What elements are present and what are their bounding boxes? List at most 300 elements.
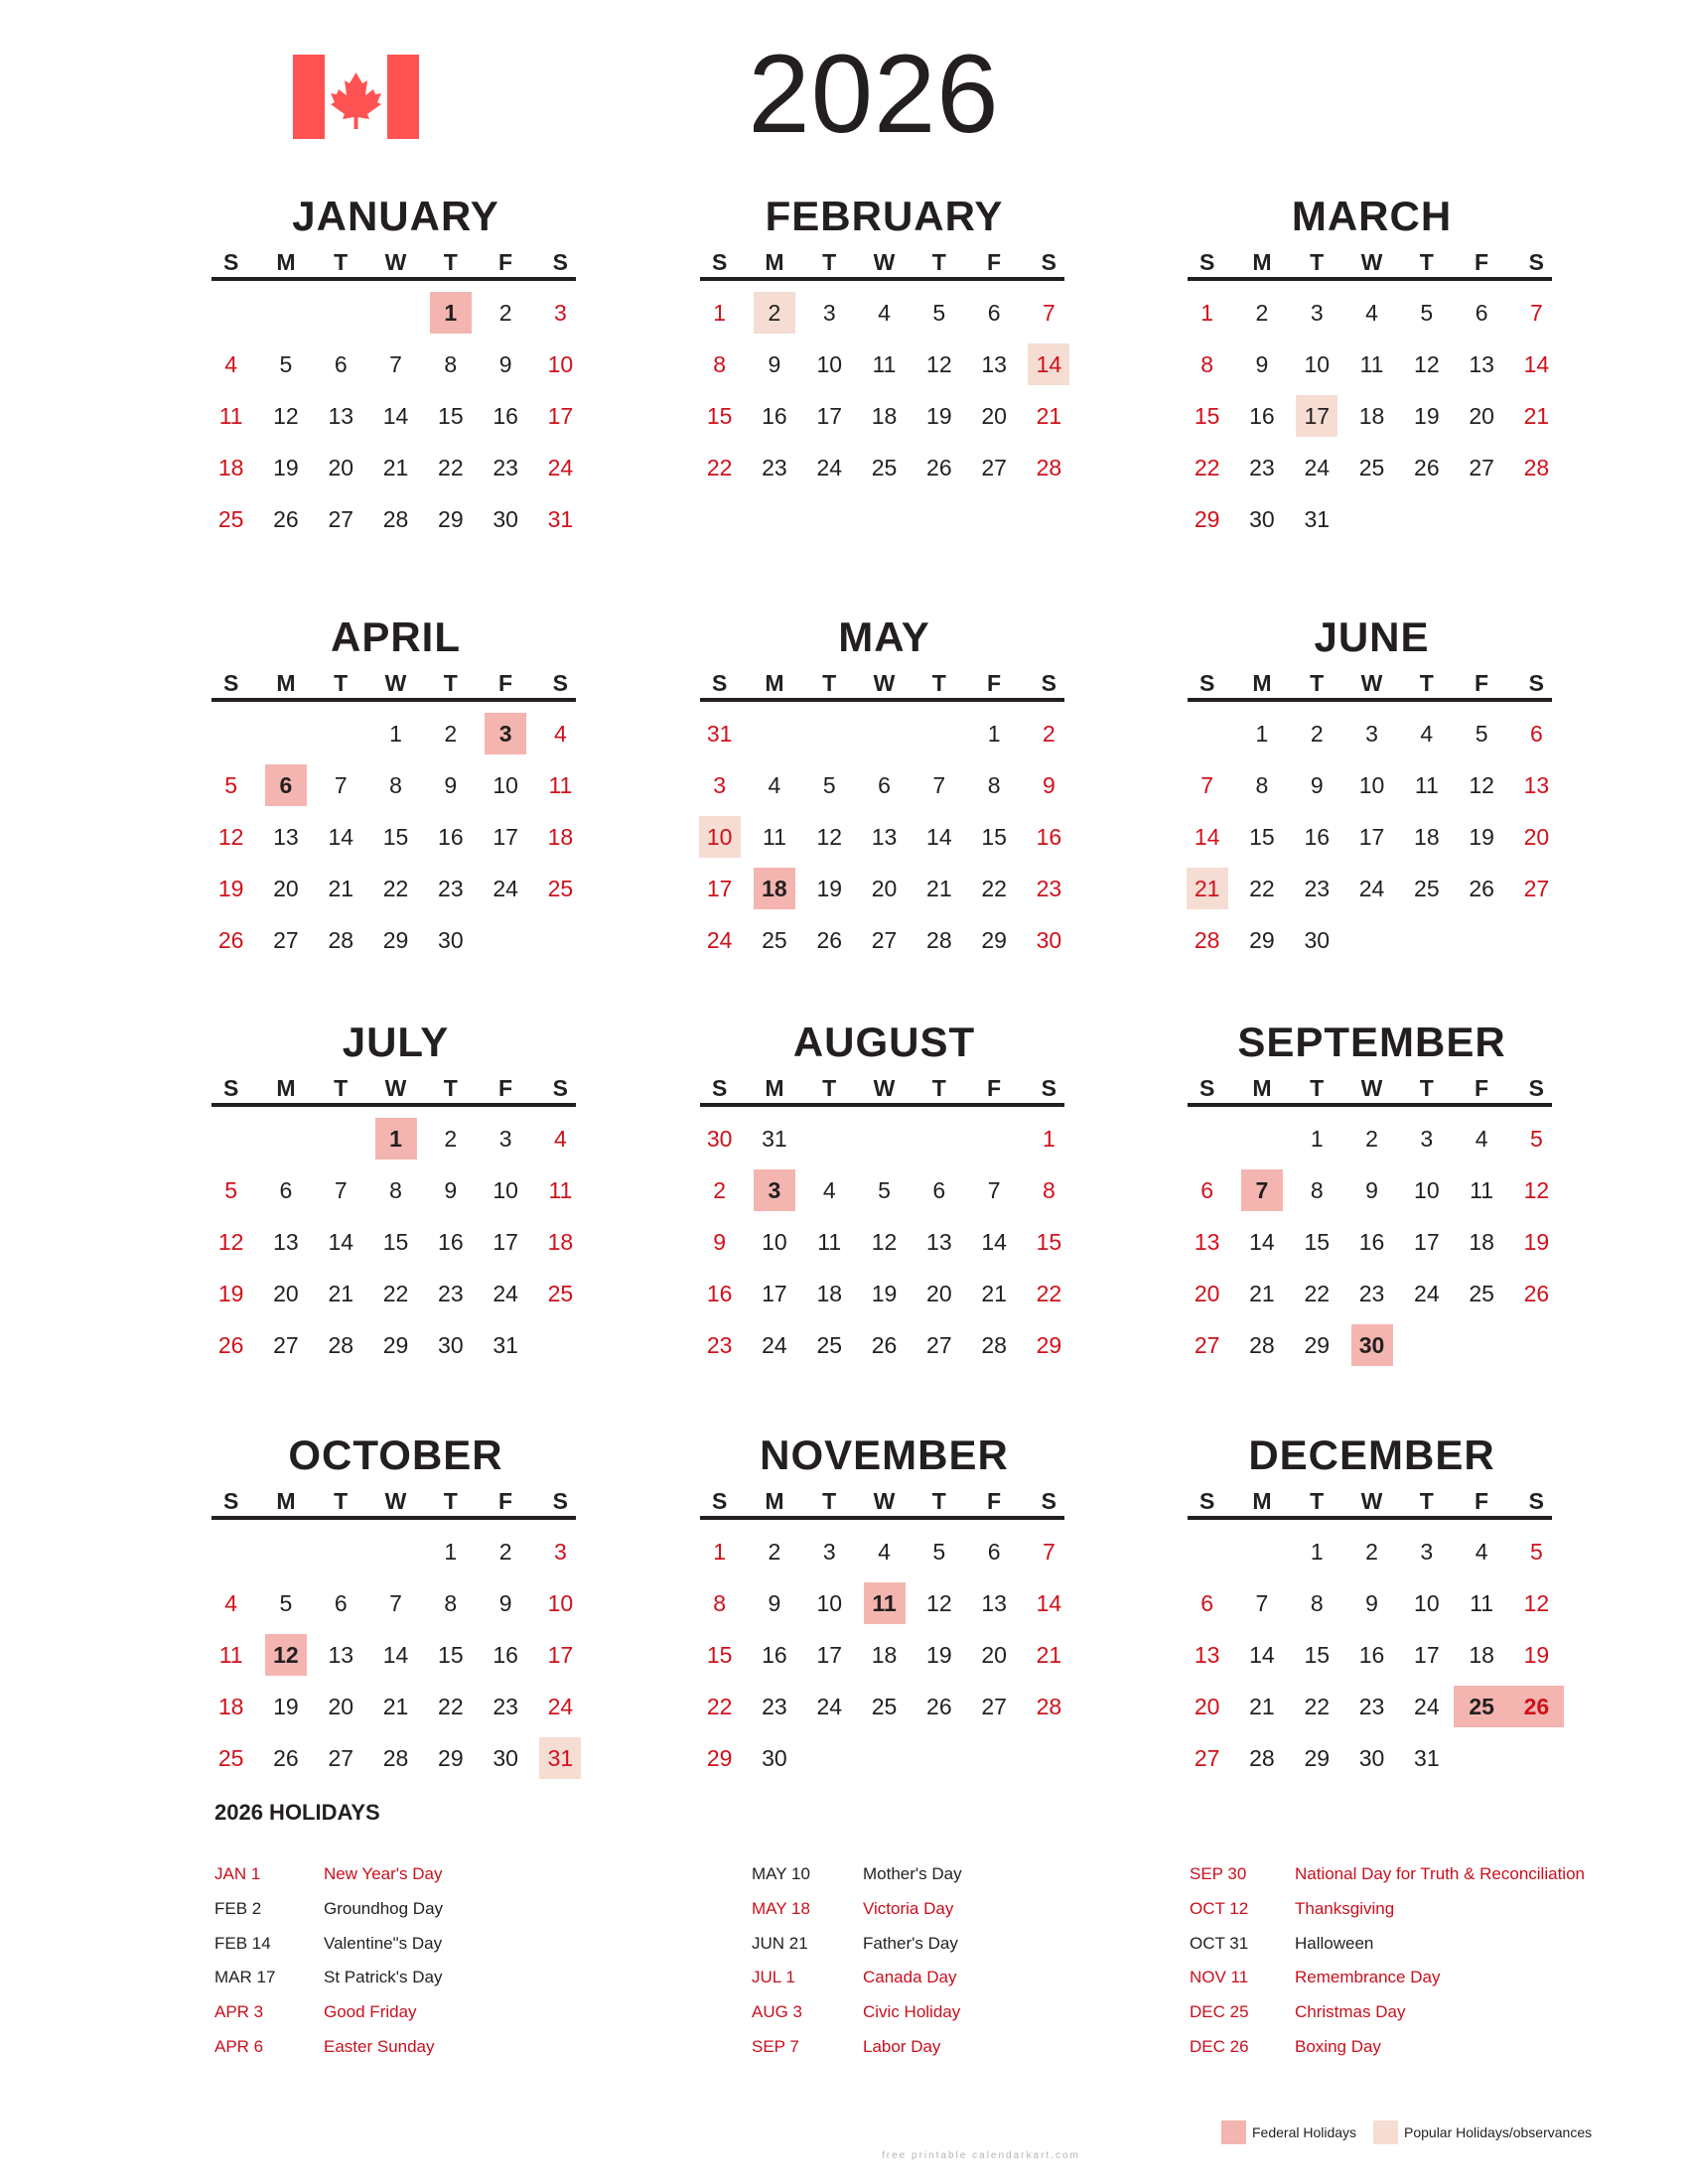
day-cell: 29	[706, 1744, 733, 1771]
day-cell	[204, 1526, 258, 1577]
day-cell: 23	[762, 454, 787, 480]
day-cell: 13	[1194, 1228, 1220, 1255]
holiday-name: National Day for Truth & Reconciliation	[1295, 1864, 1585, 1883]
weekday-label: S	[711, 1488, 728, 1514]
day-cell: 30	[762, 1744, 787, 1771]
day-cell: 29	[382, 926, 409, 953]
day-cell: 13	[273, 1228, 299, 1255]
day-cell	[692, 493, 747, 545]
day-cell: 14	[1022, 339, 1076, 390]
day-cell: 2	[1255, 299, 1269, 326]
day-cell: 10	[492, 771, 518, 798]
day-cell: 26	[871, 1331, 898, 1358]
day-cell: 4	[1475, 1538, 1488, 1565]
day-cell: 27	[981, 1693, 1007, 1719]
day-cell: 11	[1470, 1176, 1494, 1203]
day-cell: 13	[926, 1228, 952, 1255]
divider	[1188, 1516, 1552, 1520]
day-cell: 3	[1365, 720, 1378, 747]
weekday-label: T	[1310, 1075, 1325, 1101]
day-cell: 11	[1470, 1589, 1494, 1616]
holiday-name: Canada Day	[863, 1968, 957, 1987]
day-cell: 29	[981, 926, 1007, 953]
day-cell: 9	[444, 1176, 458, 1203]
day-cell	[1509, 914, 1564, 966]
day-cell: 6	[1530, 720, 1543, 747]
day-cell: 12	[258, 1629, 313, 1681]
weekday-header	[692, 668, 1076, 698]
month-title: JULY	[342, 1019, 450, 1065]
weekday-label: W	[1360, 1488, 1383, 1514]
divider	[700, 277, 1064, 281]
day-cell: 15	[1304, 1641, 1331, 1668]
weekday-label: S	[222, 249, 239, 275]
day-cell: 29	[382, 1331, 409, 1358]
day-cell: 11	[817, 1228, 842, 1255]
weekday-label: M	[276, 1488, 296, 1514]
day-cell: 8	[444, 1589, 458, 1616]
day-cell: 29	[1249, 926, 1275, 953]
day-cell: 20	[1523, 823, 1550, 850]
holiday-date: SEP 7	[752, 2036, 799, 2056]
day-cell: 7	[389, 1589, 402, 1616]
day-cell: 10	[762, 1228, 787, 1255]
day-cell	[1399, 914, 1454, 966]
divider	[211, 277, 576, 281]
day-cell: 8	[713, 1589, 727, 1616]
day-cell: 24	[547, 454, 574, 480]
day-cell: 30	[1358, 1744, 1385, 1771]
holiday-name: St Patrick's Day	[324, 1968, 443, 1987]
day-cell: 28	[382, 1744, 409, 1771]
day-cell: 7	[389, 350, 402, 377]
day-cell: 6	[932, 1176, 946, 1203]
holidays-heading: 2026 HOLIDAYS	[214, 1800, 380, 1825]
day-cell	[1509, 1732, 1564, 1784]
day-cell: 14	[328, 823, 354, 850]
day-cell: 26	[217, 1331, 244, 1358]
holiday-date: MAY 10	[752, 1864, 810, 1883]
divider	[1188, 1103, 1552, 1107]
legend-popular-label: Popular Holidays/observances	[1404, 2124, 1593, 2140]
day-cell: 14	[926, 823, 952, 850]
day-cell: 2	[768, 1538, 781, 1565]
day-cell: 7	[1043, 1538, 1055, 1565]
day-cell: 28	[382, 505, 409, 532]
weekday-label: M	[276, 670, 296, 696]
day-cell	[314, 1526, 368, 1577]
weekday-label: F	[987, 249, 1002, 275]
day-cell: 25	[871, 1693, 898, 1719]
federal-swatch	[1221, 2120, 1246, 2144]
holiday-date: JUN 21	[752, 1933, 808, 1953]
day-cell: 28	[1036, 454, 1062, 480]
day-cell: 5	[932, 1538, 946, 1565]
day-cell: 28	[1249, 1331, 1275, 1358]
day-cell: 31	[706, 720, 733, 747]
day-cell: 8	[1255, 771, 1269, 798]
day-cell: 4	[554, 720, 567, 747]
day-cell: 25	[1414, 875, 1440, 901]
month-title: APRIL	[331, 614, 461, 660]
popular-swatch	[1373, 2120, 1398, 2144]
holiday-name: Easter Sunday	[324, 2036, 435, 2056]
day-cell: 11	[762, 823, 786, 850]
day-cell: 28	[1036, 1693, 1062, 1719]
day-cell: 19	[816, 875, 843, 901]
day-cell: 7	[1234, 1164, 1289, 1216]
day-cell: 13	[273, 823, 299, 850]
day-cell: 27	[1523, 875, 1550, 901]
weekday-header	[692, 247, 1076, 277]
day-cell: 17	[547, 1641, 574, 1668]
day-grid	[1180, 287, 1564, 545]
day-cell: 7	[1530, 299, 1543, 326]
day-cell: 9	[768, 1589, 781, 1616]
day-cell: 26	[273, 505, 299, 532]
day-cell: 22	[438, 454, 464, 480]
day-cell: 18	[816, 1280, 843, 1306]
day-cell: 9	[713, 1228, 727, 1255]
day-cell: 16	[438, 823, 464, 850]
day-cell	[966, 493, 1021, 545]
weekday-label: T	[822, 249, 837, 275]
day-cell	[857, 1113, 912, 1164]
day-cell: 29	[1304, 1331, 1331, 1358]
day-cell: 4	[878, 1538, 891, 1565]
year-title: 2026	[748, 32, 1000, 156]
holiday-name: Mother's Day	[863, 1864, 962, 1883]
weekday-label: F	[498, 1075, 513, 1101]
day-cell: 8	[389, 1176, 402, 1203]
day-cell: 21	[1249, 1693, 1275, 1719]
weekday-header	[1180, 1486, 1564, 1516]
weekday-label: S	[222, 1488, 239, 1514]
day-cell: 29	[1036, 1331, 1062, 1358]
weekday-label: M	[765, 249, 784, 275]
day-cell: 18	[217, 454, 244, 480]
day-cell: 6	[878, 771, 891, 798]
weekday-label: T	[443, 249, 458, 275]
day-cell	[802, 1732, 857, 1784]
day-cell: 4	[224, 1589, 238, 1616]
day-cell: 17	[492, 1228, 518, 1255]
day-cell: 15	[706, 1641, 733, 1668]
weekday-label: S	[1041, 249, 1056, 275]
day-cell	[802, 708, 857, 759]
day-cell: 19	[1523, 1641, 1550, 1668]
day-cell: 11	[548, 1176, 573, 1203]
day-cell: 27	[1194, 1744, 1220, 1771]
day-cell	[258, 708, 313, 759]
day-cell: 26	[926, 1693, 952, 1719]
day-cell: 1	[987, 720, 1001, 747]
day-cell: 21	[1523, 402, 1550, 429]
day-cell: 16	[1358, 1641, 1385, 1668]
day-cell: 6	[279, 1176, 293, 1203]
day-cell: 15	[382, 823, 409, 850]
day-cell: 3	[822, 299, 836, 326]
day-cell: 12	[1523, 1176, 1550, 1203]
day-cell: 10	[547, 350, 574, 377]
day-cell: 22	[706, 454, 733, 480]
day-cell	[533, 1319, 588, 1371]
day-cell: 16	[1358, 1228, 1385, 1255]
day-cell	[747, 708, 801, 759]
day-cell: 8	[1310, 1176, 1324, 1203]
day-cell: 21	[382, 454, 409, 480]
weekday-label: M	[276, 1075, 296, 1101]
day-cell	[533, 914, 588, 966]
day-cell: 6	[334, 1589, 348, 1616]
day-cell: 12	[1414, 350, 1440, 377]
day-cell: 7	[1255, 1589, 1269, 1616]
day-cell	[1454, 1732, 1508, 1784]
day-cell	[314, 287, 368, 339]
day-cell: 20	[926, 1280, 952, 1306]
day-cell: 30	[492, 1744, 518, 1771]
day-cell	[912, 493, 966, 545]
day-cell: 6	[1475, 299, 1488, 326]
day-grid	[204, 1113, 588, 1371]
weekday-label: W	[384, 249, 407, 275]
day-cell: 16	[1304, 823, 1331, 850]
holiday-date: NOV 11	[1190, 1968, 1249, 1987]
day-cell: 17	[1414, 1641, 1440, 1668]
holiday-name: Good Friday	[324, 2002, 417, 2022]
day-cell: 20	[981, 1641, 1007, 1668]
weekday-label: M	[765, 1075, 784, 1101]
day-cell: 25	[217, 1744, 244, 1771]
day-cell	[1180, 1113, 1234, 1164]
day-cell	[1454, 914, 1508, 966]
weekday-label: W	[873, 670, 896, 696]
day-cell: 17	[492, 823, 518, 850]
day-cell: 15	[1036, 1228, 1062, 1255]
day-cell: 23	[762, 1693, 787, 1719]
day-cell: 2	[747, 287, 801, 339]
day-cell: 18	[1414, 823, 1440, 850]
day-cell: 22	[981, 875, 1007, 901]
day-cell: 19	[273, 1693, 299, 1719]
day-cell	[747, 493, 801, 545]
weekday-label: S	[1528, 1075, 1544, 1101]
day-cell: 20	[1469, 402, 1494, 429]
day-cell: 2	[1365, 1125, 1378, 1152]
day-cell: 3	[822, 1538, 836, 1565]
day-cell: 19	[926, 1641, 952, 1668]
day-cell	[857, 1732, 912, 1784]
day-grid	[692, 1526, 1076, 1784]
day-cell: 17	[1414, 1228, 1440, 1255]
day-cell: 1	[713, 299, 727, 326]
day-cell: 27	[1469, 454, 1494, 480]
weekday-label: T	[931, 249, 946, 275]
day-cell: 15	[1304, 1228, 1331, 1255]
weekday-header	[1180, 668, 1564, 698]
day-cell: 18	[547, 1228, 574, 1255]
weekday-label: S	[552, 249, 568, 275]
weekday-label: F	[498, 249, 513, 275]
day-cell	[1509, 493, 1564, 545]
day-cell: 30	[438, 926, 464, 953]
day-cell: 31	[533, 1732, 588, 1784]
weekday-label: T	[443, 1488, 458, 1514]
day-cell: 30	[1344, 1319, 1399, 1371]
day-cell: 31	[547, 505, 574, 532]
weekday-label: W	[1360, 670, 1383, 696]
day-cell: 24	[547, 1693, 574, 1719]
weekday-label: S	[1528, 249, 1544, 275]
day-cell	[204, 1113, 258, 1164]
day-cell: 13	[1523, 771, 1550, 798]
day-cell: 12	[1523, 1589, 1550, 1616]
weekday-label: T	[443, 1075, 458, 1101]
day-cell: 20	[1194, 1693, 1220, 1719]
day-cell: 22	[1036, 1280, 1062, 1306]
weekday-label: S	[711, 670, 728, 696]
weekday-label: T	[1310, 1488, 1325, 1514]
weekday-label: S	[1198, 249, 1215, 275]
day-cell: 20	[871, 875, 898, 901]
day-cell: 16	[762, 402, 787, 429]
weekday-label: F	[498, 1488, 513, 1514]
day-cell: 20	[273, 1280, 299, 1306]
holiday-name: Christmas Day	[1295, 2002, 1406, 2022]
day-cell: 9	[1043, 771, 1055, 798]
day-cell	[1344, 914, 1399, 966]
weekday-label: T	[931, 1075, 946, 1101]
day-grid	[692, 708, 1076, 966]
day-cell	[966, 1732, 1021, 1784]
day-cell: 5	[279, 1589, 293, 1616]
day-cell: 1	[423, 287, 478, 339]
day-cell: 26	[1509, 1681, 1564, 1732]
month-title: FEBRUARY	[765, 193, 1004, 239]
month-title: MARCH	[1291, 193, 1453, 239]
day-cell: 29	[1194, 505, 1220, 532]
month-title: NOVEMBER	[760, 1432, 1009, 1478]
weekday-header	[204, 668, 588, 698]
day-cell: 8	[1043, 1176, 1055, 1203]
holiday-date: OCT 31	[1190, 1933, 1249, 1953]
day-cell: 28	[1523, 454, 1550, 480]
day-cell: 15	[706, 402, 733, 429]
day-cell: 18	[1469, 1228, 1494, 1255]
day-cell: 7	[1043, 299, 1055, 326]
day-cell: 26	[926, 454, 952, 480]
day-cell	[368, 1526, 423, 1577]
weekday-label: F	[1475, 1075, 1489, 1101]
day-cell: 4	[822, 1176, 836, 1203]
day-cell: 5	[224, 771, 238, 798]
day-cell	[258, 1526, 313, 1577]
day-cell: 30	[492, 505, 518, 532]
month-title: AUGUST	[792, 1019, 976, 1065]
day-cell: 9	[1365, 1176, 1378, 1203]
day-cell	[1344, 493, 1399, 545]
day-cell: 28	[981, 1331, 1007, 1358]
day-cell: 21	[382, 1693, 409, 1719]
day-cell: 25	[547, 1280, 574, 1306]
day-cell: 25	[547, 875, 574, 901]
day-cell: 3	[1420, 1538, 1434, 1565]
weekday-label: T	[1419, 1488, 1434, 1514]
day-cell: 16	[1036, 823, 1062, 850]
day-cell: 25	[1454, 1681, 1508, 1732]
day-cell: 25	[816, 1331, 843, 1358]
day-cell: 20	[328, 454, 354, 480]
day-cell: 7	[932, 771, 946, 798]
weekday-header	[692, 1486, 1076, 1516]
day-cell: 4	[878, 299, 891, 326]
canada-flag-icon	[293, 55, 419, 139]
day-cell: 10	[1304, 350, 1331, 377]
holiday-date: MAR 17	[214, 1968, 276, 1987]
day-cell: 23	[1358, 1280, 1385, 1306]
day-cell: 3	[713, 771, 727, 798]
day-cell: 27	[981, 454, 1007, 480]
day-cell: 27	[871, 926, 898, 953]
weekday-label: W	[384, 670, 407, 696]
divider	[211, 1516, 576, 1520]
weekday-label: S	[552, 1488, 568, 1514]
divider	[1188, 277, 1552, 281]
day-cell: 10	[547, 1589, 574, 1616]
weekday-label: T	[334, 1488, 349, 1514]
day-cell: 5	[878, 1176, 891, 1203]
day-cell: 11	[872, 350, 897, 377]
weekday-label: T	[822, 1075, 837, 1101]
day-cell: 19	[1469, 823, 1494, 850]
day-cell: 26	[1469, 875, 1494, 901]
holiday-name: Labor Day	[863, 2036, 941, 2056]
month-title: MAY	[838, 614, 930, 660]
day-cell: 12	[217, 1228, 244, 1255]
day-cell	[1022, 1732, 1076, 1784]
day-cell: 12	[926, 350, 952, 377]
day-cell: 22	[382, 1280, 409, 1306]
day-cell: 25	[1358, 454, 1385, 480]
day-cell: 25	[217, 505, 244, 532]
day-cell: 24	[1414, 1280, 1440, 1306]
day-cell: 13	[981, 1589, 1007, 1616]
day-cell: 18	[1469, 1641, 1494, 1668]
month-title: OCTOBER	[288, 1432, 503, 1478]
day-cell: 22	[382, 875, 409, 901]
day-grid	[692, 1113, 1076, 1371]
day-cell: 27	[1194, 1331, 1220, 1358]
day-cell: 24	[762, 1331, 787, 1358]
weekday-header	[204, 1486, 588, 1516]
holiday-date: DEC 25	[1190, 2002, 1249, 2022]
day-cell: 28	[1249, 1744, 1275, 1771]
weekday-label: T	[1419, 249, 1434, 275]
day-cell: 1	[1200, 299, 1214, 326]
day-cell: 17	[1358, 823, 1385, 850]
day-cell: 30	[706, 1125, 733, 1152]
day-cell: 21	[328, 1280, 354, 1306]
day-cell: 20	[981, 402, 1007, 429]
day-cell: 5	[1530, 1125, 1543, 1152]
divider	[211, 1103, 576, 1107]
holiday-name: New Year's Day	[324, 1864, 443, 1883]
day-cell: 27	[926, 1331, 952, 1358]
day-cell	[966, 1113, 1021, 1164]
day-cell: 21	[981, 1280, 1007, 1306]
day-cell: 3	[554, 299, 567, 326]
holiday-name: Groundhog Day	[324, 1898, 444, 1918]
